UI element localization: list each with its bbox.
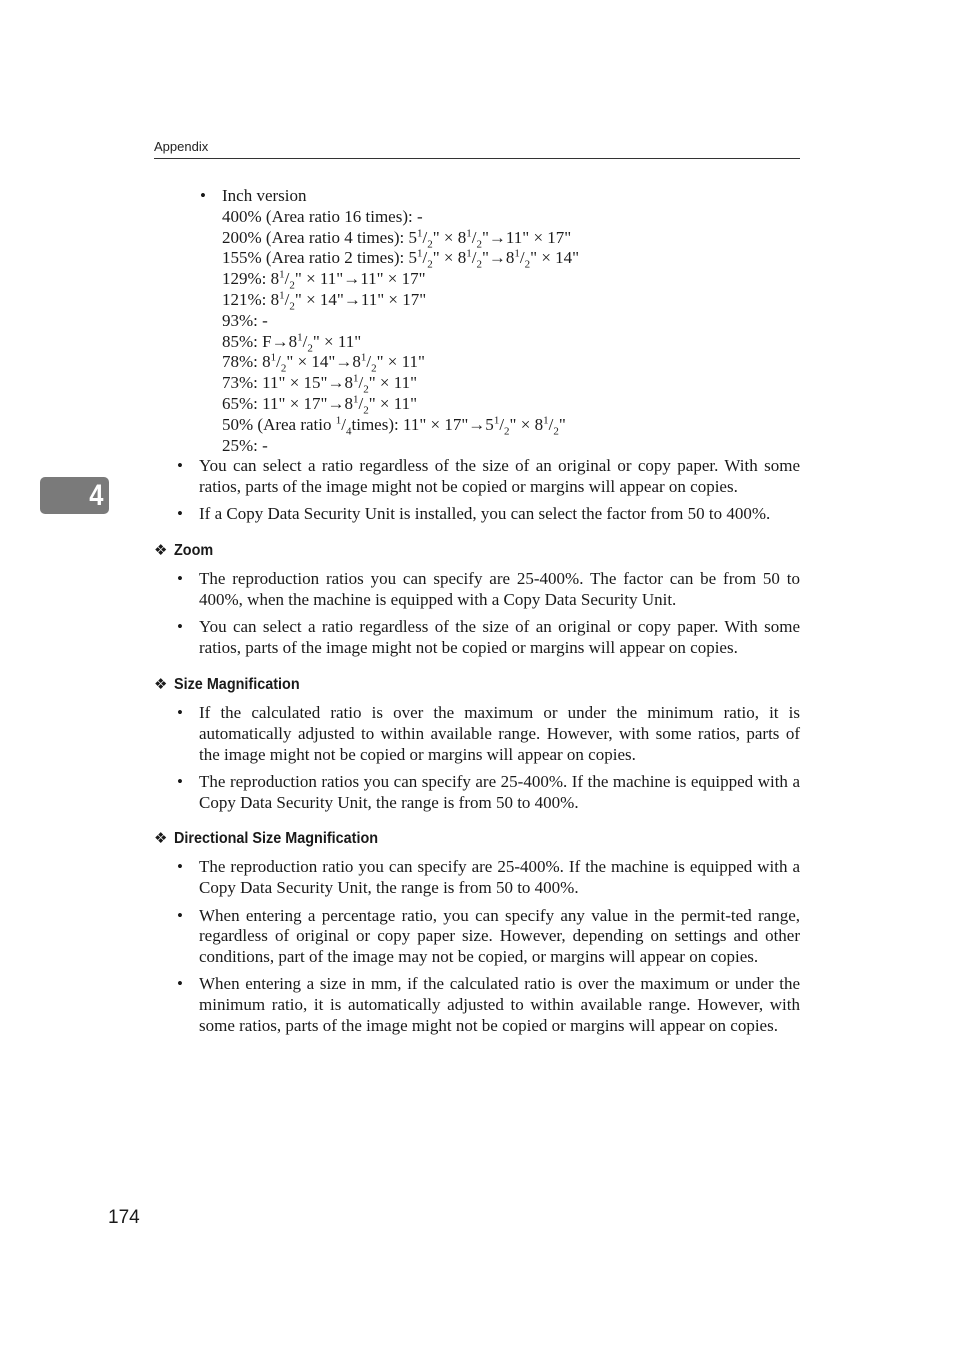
ratio-text: "→8 bbox=[481, 248, 515, 268]
section-marker-icon: ❖ bbox=[154, 542, 168, 560]
chapter-number: 4 bbox=[89, 479, 104, 512]
ratio-text: 73%: 11" × 15"→8 bbox=[222, 373, 353, 393]
fraction-denominator: 2 bbox=[371, 362, 377, 375]
fraction-denominator: 2 bbox=[476, 258, 482, 271]
section-list bbox=[154, 703, 800, 813]
ratio-text: 129%: 8 bbox=[222, 269, 280, 289]
ratio-line bbox=[222, 394, 800, 415]
page-content bbox=[154, 186, 800, 1043]
list-item bbox=[154, 974, 800, 1036]
bullet-icon: • bbox=[177, 702, 183, 722]
ratio-text: / bbox=[302, 331, 308, 351]
fraction-denominator: 2 bbox=[553, 425, 559, 438]
bullet-icon: • bbox=[200, 186, 206, 205]
fraction-numerator: 1 bbox=[352, 372, 359, 385]
chapter-tab bbox=[40, 477, 109, 514]
list-item-text: You can select a ratio regardless of the size of an original or copy paper. With some ratios, parts of the image might not be copied or margins will appear on copies. bbox=[199, 456, 800, 497]
fraction-numerator: 1 bbox=[335, 414, 342, 427]
list-item-text: The reproduction ratio you can specify are 25-400%. If the machine is equipped with a Copy Data Security Unit, the range is from 50 to 400%. bbox=[199, 857, 800, 898]
bullet-icon: • bbox=[177, 504, 183, 524]
fraction-denominator: 2 bbox=[307, 341, 313, 354]
fraction-numerator: 1 bbox=[466, 247, 472, 260]
ratio-text: 85%: F→8 bbox=[222, 331, 298, 351]
ratio-text: 121%: 8 bbox=[222, 289, 280, 309]
inch-version-title: Inch version bbox=[222, 186, 307, 205]
ratio-text: / bbox=[366, 352, 372, 372]
section-list bbox=[154, 857, 800, 1036]
ratio-text: " × 8 bbox=[432, 248, 467, 268]
bullet-icon: • bbox=[177, 905, 183, 925]
list-item-text: When entering a percentage ratio, you can specify any value in the permit-ted range, regardless of original or copy paper size. However, depending on settings and other conditions, part of the image may not be copied, or margins will appear on copies. bbox=[199, 905, 800, 967]
fraction-denominator: 2 bbox=[280, 362, 287, 375]
ratio-text: / bbox=[548, 414, 554, 434]
fraction-numerator: 1 bbox=[297, 330, 303, 343]
ratio-line bbox=[222, 269, 800, 290]
list-item bbox=[154, 703, 800, 765]
fraction-denominator: 2 bbox=[363, 404, 369, 417]
list-item-text: If the calculated ratio is over the maximum or under the minimum ratio, it is automatically adjusted to within available range. However, with some ratios, parts of the image might not be copied or margins will appear on copies. bbox=[199, 702, 800, 764]
fraction-numerator: 1 bbox=[352, 393, 359, 406]
fraction-denominator: 2 bbox=[289, 300, 295, 313]
ratio-text: / bbox=[358, 373, 364, 393]
ratio-line bbox=[222, 415, 800, 436]
list-item bbox=[154, 617, 800, 659]
ratio-line bbox=[222, 352, 800, 373]
bullet-icon: • bbox=[177, 974, 183, 994]
list-item-text: You can select a ratio regardless of the size of an original or copy paper. With some ratios, parts of the image might not be copied or margins will appear on copies. bbox=[199, 617, 800, 658]
fraction-denominator: 2 bbox=[289, 279, 295, 292]
ratio-text: " × 14"→8 bbox=[286, 352, 361, 372]
ratio-text: 65%: 11" × 17"→8 bbox=[222, 393, 353, 413]
ratio-text: " × 11" bbox=[368, 393, 418, 413]
list-item bbox=[154, 772, 800, 814]
bullet-icon: • bbox=[177, 857, 183, 877]
ratio-text: " × 11" bbox=[312, 331, 362, 351]
fraction-numerator: 1 bbox=[270, 351, 277, 364]
fraction-numerator: 1 bbox=[360, 351, 367, 364]
list-item bbox=[154, 569, 800, 611]
ratio-text: / bbox=[471, 227, 477, 247]
ratio-line bbox=[222, 290, 800, 311]
header-rule bbox=[154, 158, 800, 159]
list-item-text: The reproduction ratios you can specify are 25-400%. The factor can be from 50 to 400%, when the machine is equipped with a Copy Data Security Unit. bbox=[199, 569, 800, 610]
ratio-line bbox=[222, 436, 800, 457]
preset-notes-list bbox=[154, 456, 800, 525]
fraction-numerator: 1 bbox=[493, 414, 500, 427]
fraction-denominator: 2 bbox=[504, 425, 510, 438]
bullet-icon: • bbox=[177, 617, 183, 637]
fraction-denominator: 2 bbox=[427, 258, 433, 271]
ratio-text: / bbox=[284, 289, 290, 309]
ratio-line bbox=[222, 228, 800, 249]
ratio-text: / bbox=[499, 414, 505, 434]
ratio-text: 200% (Area ratio 4 times): 5 bbox=[222, 227, 417, 247]
bullet-icon: • bbox=[177, 456, 183, 476]
ratio-text: 400% (Area ratio 16 times): - bbox=[222, 206, 423, 226]
section-title: Zoom bbox=[174, 542, 214, 560]
ratio-text: / bbox=[422, 248, 428, 268]
fraction-numerator: 1 bbox=[466, 226, 472, 239]
section-title: Directional Size Magnification bbox=[174, 830, 379, 848]
fraction-numerator: 1 bbox=[279, 268, 285, 281]
inch-version-block bbox=[200, 186, 800, 456]
ratio-text: 155% (Area ratio 2 times): 5 bbox=[222, 248, 417, 268]
section-heading bbox=[154, 829, 800, 849]
ratio-text: / bbox=[341, 414, 346, 434]
list-item-text: If a Copy Data Security Unit is installed, you can select the factor from 50 to 400%. bbox=[199, 504, 771, 524]
ratio-text: " × 11"→11" × 17" bbox=[294, 269, 426, 289]
ratio-line bbox=[222, 332, 800, 353]
fraction-denominator: 2 bbox=[524, 258, 531, 271]
sections bbox=[154, 541, 800, 1037]
ratio-text: " × 8 bbox=[509, 414, 544, 434]
section-list bbox=[154, 569, 800, 659]
fraction-numerator: 1 bbox=[416, 226, 423, 239]
ratio-text: " × 14"→11" × 17" bbox=[294, 289, 427, 309]
list-item bbox=[154, 504, 800, 525]
fraction-numerator: 1 bbox=[416, 247, 423, 260]
section-marker-icon: ❖ bbox=[154, 675, 168, 693]
fraction-numerator: 1 bbox=[279, 289, 285, 302]
fraction-numerator: 1 bbox=[514, 247, 520, 260]
ratio-text: 25%: - bbox=[222, 435, 268, 455]
fraction-denominator: 2 bbox=[427, 237, 433, 250]
ratio-text: 50% (Area ratio bbox=[222, 414, 336, 434]
ratio-text: / bbox=[422, 227, 428, 247]
ratio-text: / bbox=[276, 352, 281, 372]
ratio-line bbox=[222, 207, 800, 228]
ratio-text: / bbox=[358, 393, 364, 413]
ratio-text: 78%: 8 bbox=[222, 352, 271, 372]
list-item bbox=[154, 906, 800, 968]
ratio-line bbox=[222, 373, 800, 394]
ratio-line bbox=[222, 248, 800, 269]
fraction-denominator: 2 bbox=[476, 237, 482, 250]
ratio-text: "→11" × 17" bbox=[481, 227, 572, 247]
ratio-text: / bbox=[519, 248, 525, 268]
ratio-text: / bbox=[471, 248, 477, 268]
list-item-text: When entering a size in mm, if the calculated ratio is over the maximum or under the minimum ratio, it is automatically adjusted to within available range. However, with some ratios, parts of the image might not be copied or margins will appear on copies. bbox=[199, 974, 800, 1035]
page-number: 174 bbox=[108, 1207, 140, 1228]
ratio-text: " × 11" bbox=[376, 352, 425, 372]
bullet-icon: • bbox=[177, 771, 183, 791]
ratio-text: " × 8 bbox=[432, 227, 467, 247]
section-heading bbox=[154, 541, 800, 561]
section-heading bbox=[154, 675, 800, 695]
fraction-numerator: 1 bbox=[543, 414, 549, 427]
running-header: Appendix bbox=[154, 139, 209, 154]
section-marker-icon: ❖ bbox=[154, 830, 168, 848]
ratio-text: " × 11" bbox=[368, 373, 418, 393]
ratio-text: 93%: - bbox=[222, 310, 268, 330]
ratio-text: " bbox=[558, 414, 566, 434]
bullet-icon: • bbox=[177, 569, 183, 589]
ratio-text: / bbox=[284, 269, 290, 289]
ratio-line bbox=[222, 311, 800, 332]
fraction-denominator: 2 bbox=[363, 383, 369, 396]
list-item-text: The reproduction ratios you can specify are 25-400%. If the machine is equipped with a Copy Data Security Unit, the range is from 50 to 400%. bbox=[199, 771, 800, 812]
list-item bbox=[154, 456, 800, 498]
inch-version-lines bbox=[222, 186, 800, 456]
ratio-list bbox=[222, 207, 800, 457]
list-item bbox=[154, 857, 800, 899]
ratio-text: " × 14" bbox=[530, 248, 580, 268]
fraction-denominator: 4 bbox=[346, 425, 352, 438]
ratio-text: times): 11" × 17"→5 bbox=[351, 414, 494, 434]
section-title: Size Magnification bbox=[174, 675, 301, 693]
